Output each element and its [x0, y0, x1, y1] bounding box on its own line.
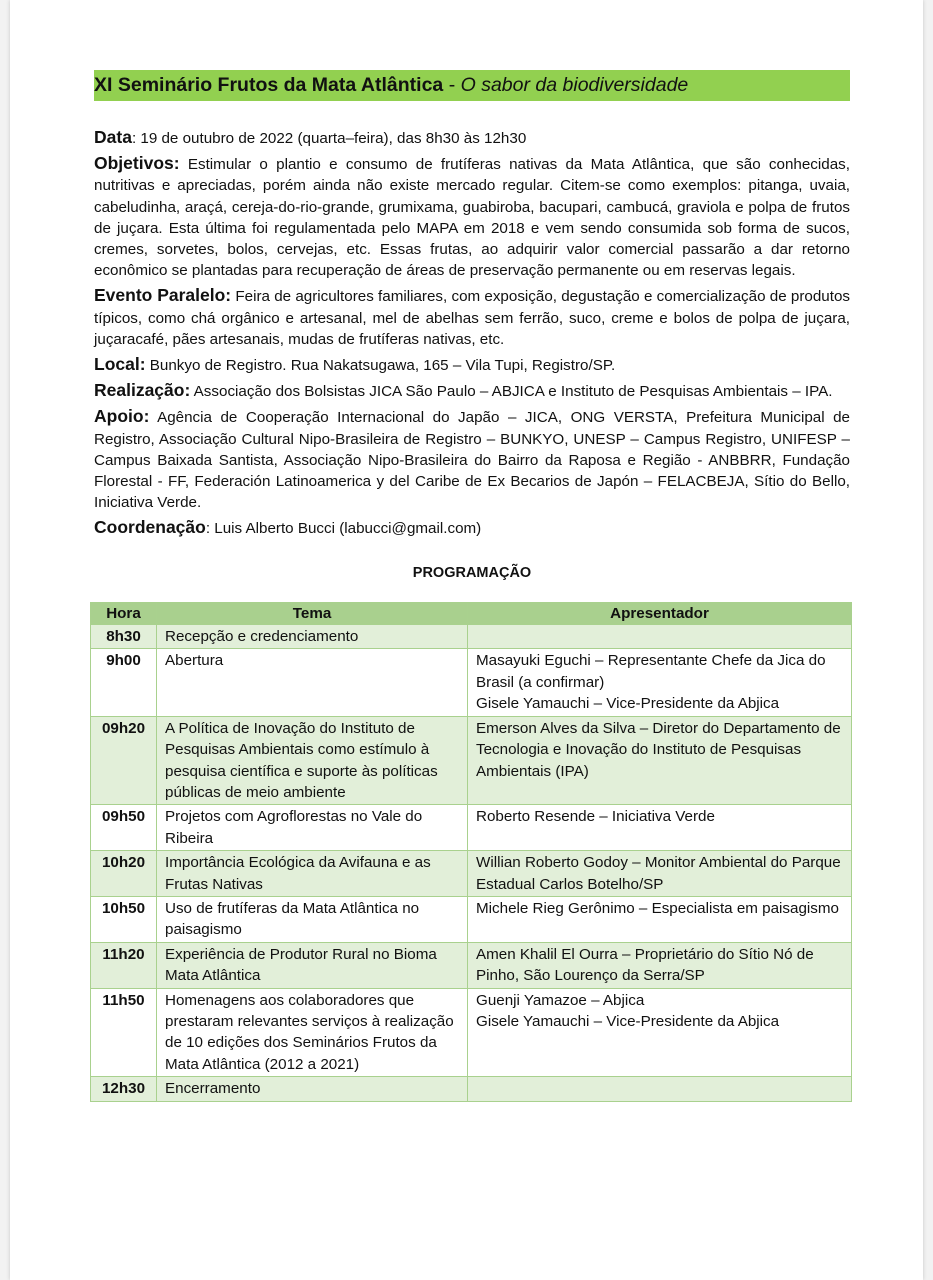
presenter-line: Willian Roberto Godoy – Monitor Ambiental do Parque Estadual Carlos Botelho/SP — [476, 854, 841, 893]
schedule-header-row — [91, 602, 852, 624]
row-hora: 09h20 — [91, 716, 157, 805]
info-realizacao-text: Associação dos Bolsistas JICA São Paulo – ABJICA e Instituto de Pesquisas Ambientais – IPA. — [190, 383, 833, 401]
row-hora: 11h50 — [91, 988, 157, 1077]
presenter-line: Emerson Alves da Silva – Diretor do Departamento de Tecnologia e Inovação do Instituto de Pesquisas Ambientais (IPA) — [476, 719, 841, 780]
event-info — [94, 127, 850, 540]
row-hora: 10h50 — [91, 896, 157, 942]
title-main: XI Seminário Frutos da Mata Atlântica — [94, 74, 444, 96]
row-hora: 9h00 — [91, 649, 157, 716]
info-evento-text: Feira de agricultores familiares, com exposição, degustação e comercialização de produtos típicos, como chá orgânico e artesanal, mel de abelhas sem ferrão, suco, creme e bolos de polpa de juçara, juçaracafé, pães artesanais, mudas de frutíferas nativas, etc. — [94, 288, 850, 348]
presenter-line: Masayuki Eguchi – Representante Chefe da Jica do Brasil (a confirmar) — [476, 652, 826, 691]
row-tema: Uso de frutíferas da Mata Atlântica no paisagismo — [157, 896, 468, 942]
document-content — [94, 70, 850, 1102]
info-evento-label: Evento Paralelo: — [94, 285, 232, 306]
info-realizacao — [94, 380, 850, 402]
table-row — [91, 896, 852, 942]
info-objetivos-label: Objetivos: — [94, 153, 180, 174]
info-apoio-label: Apoio: — [94, 406, 150, 427]
schedule-body — [91, 625, 852, 1102]
table-row — [91, 716, 852, 805]
presenter-line: Amen Khalil El Ourra – Proprietário do Sítio Nó de Pinho, São Lourenço da Serra/SP — [476, 945, 814, 985]
info-local-text: Bunkyo de Registro. Rua Nakatsugawa, 165 – Vila Tupi, Registro/SP. — [145, 357, 616, 375]
title-separator: - — [443, 74, 461, 96]
info-data-text: : 19 de outubro de 2022 (quarta–feira), das 8h30 às 12h30 — [131, 130, 527, 147]
info-local-label: Local: — [94, 354, 146, 375]
presenter-line: Gisele Yamauchi – Vice-Presidente da Abjica — [476, 695, 780, 713]
row-apresentador — [468, 625, 852, 649]
row-apresentador — [468, 649, 852, 716]
info-objetivos-text: Estimular o plantio e consumo de frutíferas nativas da Mata Atlântica, que são conhecidas, nutritivas e apreciadas, porém ainda não existe mercado regular. Citem-se como exemplos: pitanga, uvaia, cabeludinha, araçá, cereja-do-rio-grande, grumixama, guabiroba, bacupari, cambucá, graviola e polpa de frutos de juçara. Esta última foi regulamentada pelo MAPA em 2018 e vem sendo consumida sob forma de sucos, cremes, sorvetes, bolos, cervejas, etc. Essas frutas, ao adquirir valor comercial passarão a dar retorno econômico se plantadas para recuperação de áreas de preservação permanente ou em reservas legais. — [94, 156, 850, 280]
row-tema: Experiência de Produtor Rural no Bioma Mata Atlântica — [157, 942, 468, 988]
row-hora: 10h20 — [91, 851, 157, 897]
header-hora: Hora — [91, 602, 157, 624]
presenter-line: Gisele Yamauchi – Vice-Presidente da Abjica — [476, 1012, 780, 1030]
presenter-line: Michele Rieg Gerônimo – Especialista em paisagismo — [476, 899, 839, 917]
row-hora: 12h30 — [91, 1077, 157, 1101]
programacao-title: PROGRAMAÇÃO — [412, 564, 532, 581]
info-data-label: Data — [94, 127, 132, 147]
table-row — [91, 649, 852, 716]
schedule-table — [90, 602, 852, 1102]
info-local — [94, 354, 850, 376]
row-apresentador — [468, 716, 852, 805]
info-coordenacao — [94, 517, 850, 539]
row-apresentador — [468, 1077, 852, 1101]
row-apresentador — [468, 851, 852, 897]
info-coordenacao-text: : Luis Alberto Bucci (labucci@gmail.com) — [205, 520, 482, 538]
row-tema: Homenagens aos colaboradores que prestaram relevantes serviços à realização de 10 edições dos Seminários Frutos da Mata Atlântica (2012 a 2021) — [157, 988, 468, 1077]
table-row — [91, 988, 852, 1077]
presenter-line: Guenji Yamazoe – Abjica — [476, 991, 645, 1009]
info-realizacao-label: Realização: — [94, 380, 191, 401]
table-row — [91, 625, 852, 649]
row-apresentador — [468, 896, 852, 942]
table-row — [91, 1077, 852, 1101]
row-hora: 11h20 — [91, 942, 157, 988]
header-apresentador: Apresentador — [468, 602, 852, 624]
header-tema: Tema — [157, 602, 468, 624]
row-tema: A Política de Inovação do Instituto de Pesquisas Ambientais como estímulo à pesquisa científica e suporte às políticas públicas de meio ambiente — [157, 716, 468, 805]
row-hora: 8h30 — [91, 625, 157, 649]
row-tema: Recepção e credenciamento — [157, 625, 468, 649]
row-apresentador — [468, 988, 852, 1077]
table-row — [91, 942, 852, 988]
info-coordenacao-label: Coordenação — [94, 517, 206, 538]
info-apoio — [94, 406, 850, 513]
table-row — [91, 805, 852, 851]
row-tema: Abertura — [157, 649, 468, 716]
info-apoio-text: Agência de Cooperação Internacional do Japão – JICA, ONG VERSTA, Prefeitura Municipal de Registro, Associação Cultural Nipo-Brasileira de Registro – BUNKYO, UNESP – Campus Registro, UNIFESP – Campus Baixada Santista, Associação Nipo-Brasileira do Bairro da Raposa e Região - ANBBRR, Fundação Florestal - FF, Federación Latinoamerica y del Caribe de Ex Becarios de Japón – FELACBEJA, Sítio do Bello, Iniciativa Verde. — [94, 409, 850, 512]
info-evento — [94, 285, 850, 350]
title-subtitle: O sabor da biodiversidade — [460, 74, 689, 96]
row-tema: Projetos com Agroflorestas no Vale do Ribeira — [157, 805, 468, 851]
row-apresentador — [468, 942, 852, 988]
table-row — [91, 851, 852, 897]
presenter-line: Roberto Resende – Iniciativa Verde — [476, 808, 715, 826]
row-tema: Encerramento — [157, 1077, 468, 1101]
info-data — [94, 127, 850, 149]
info-objetivos — [94, 153, 850, 281]
document-page — [10, 0, 923, 1280]
row-hora: 09h50 — [91, 805, 157, 851]
row-apresentador — [468, 805, 852, 851]
title-banner — [94, 70, 850, 101]
row-tema: Importância Ecológica da Avifauna e as Frutas Nativas — [157, 851, 468, 897]
